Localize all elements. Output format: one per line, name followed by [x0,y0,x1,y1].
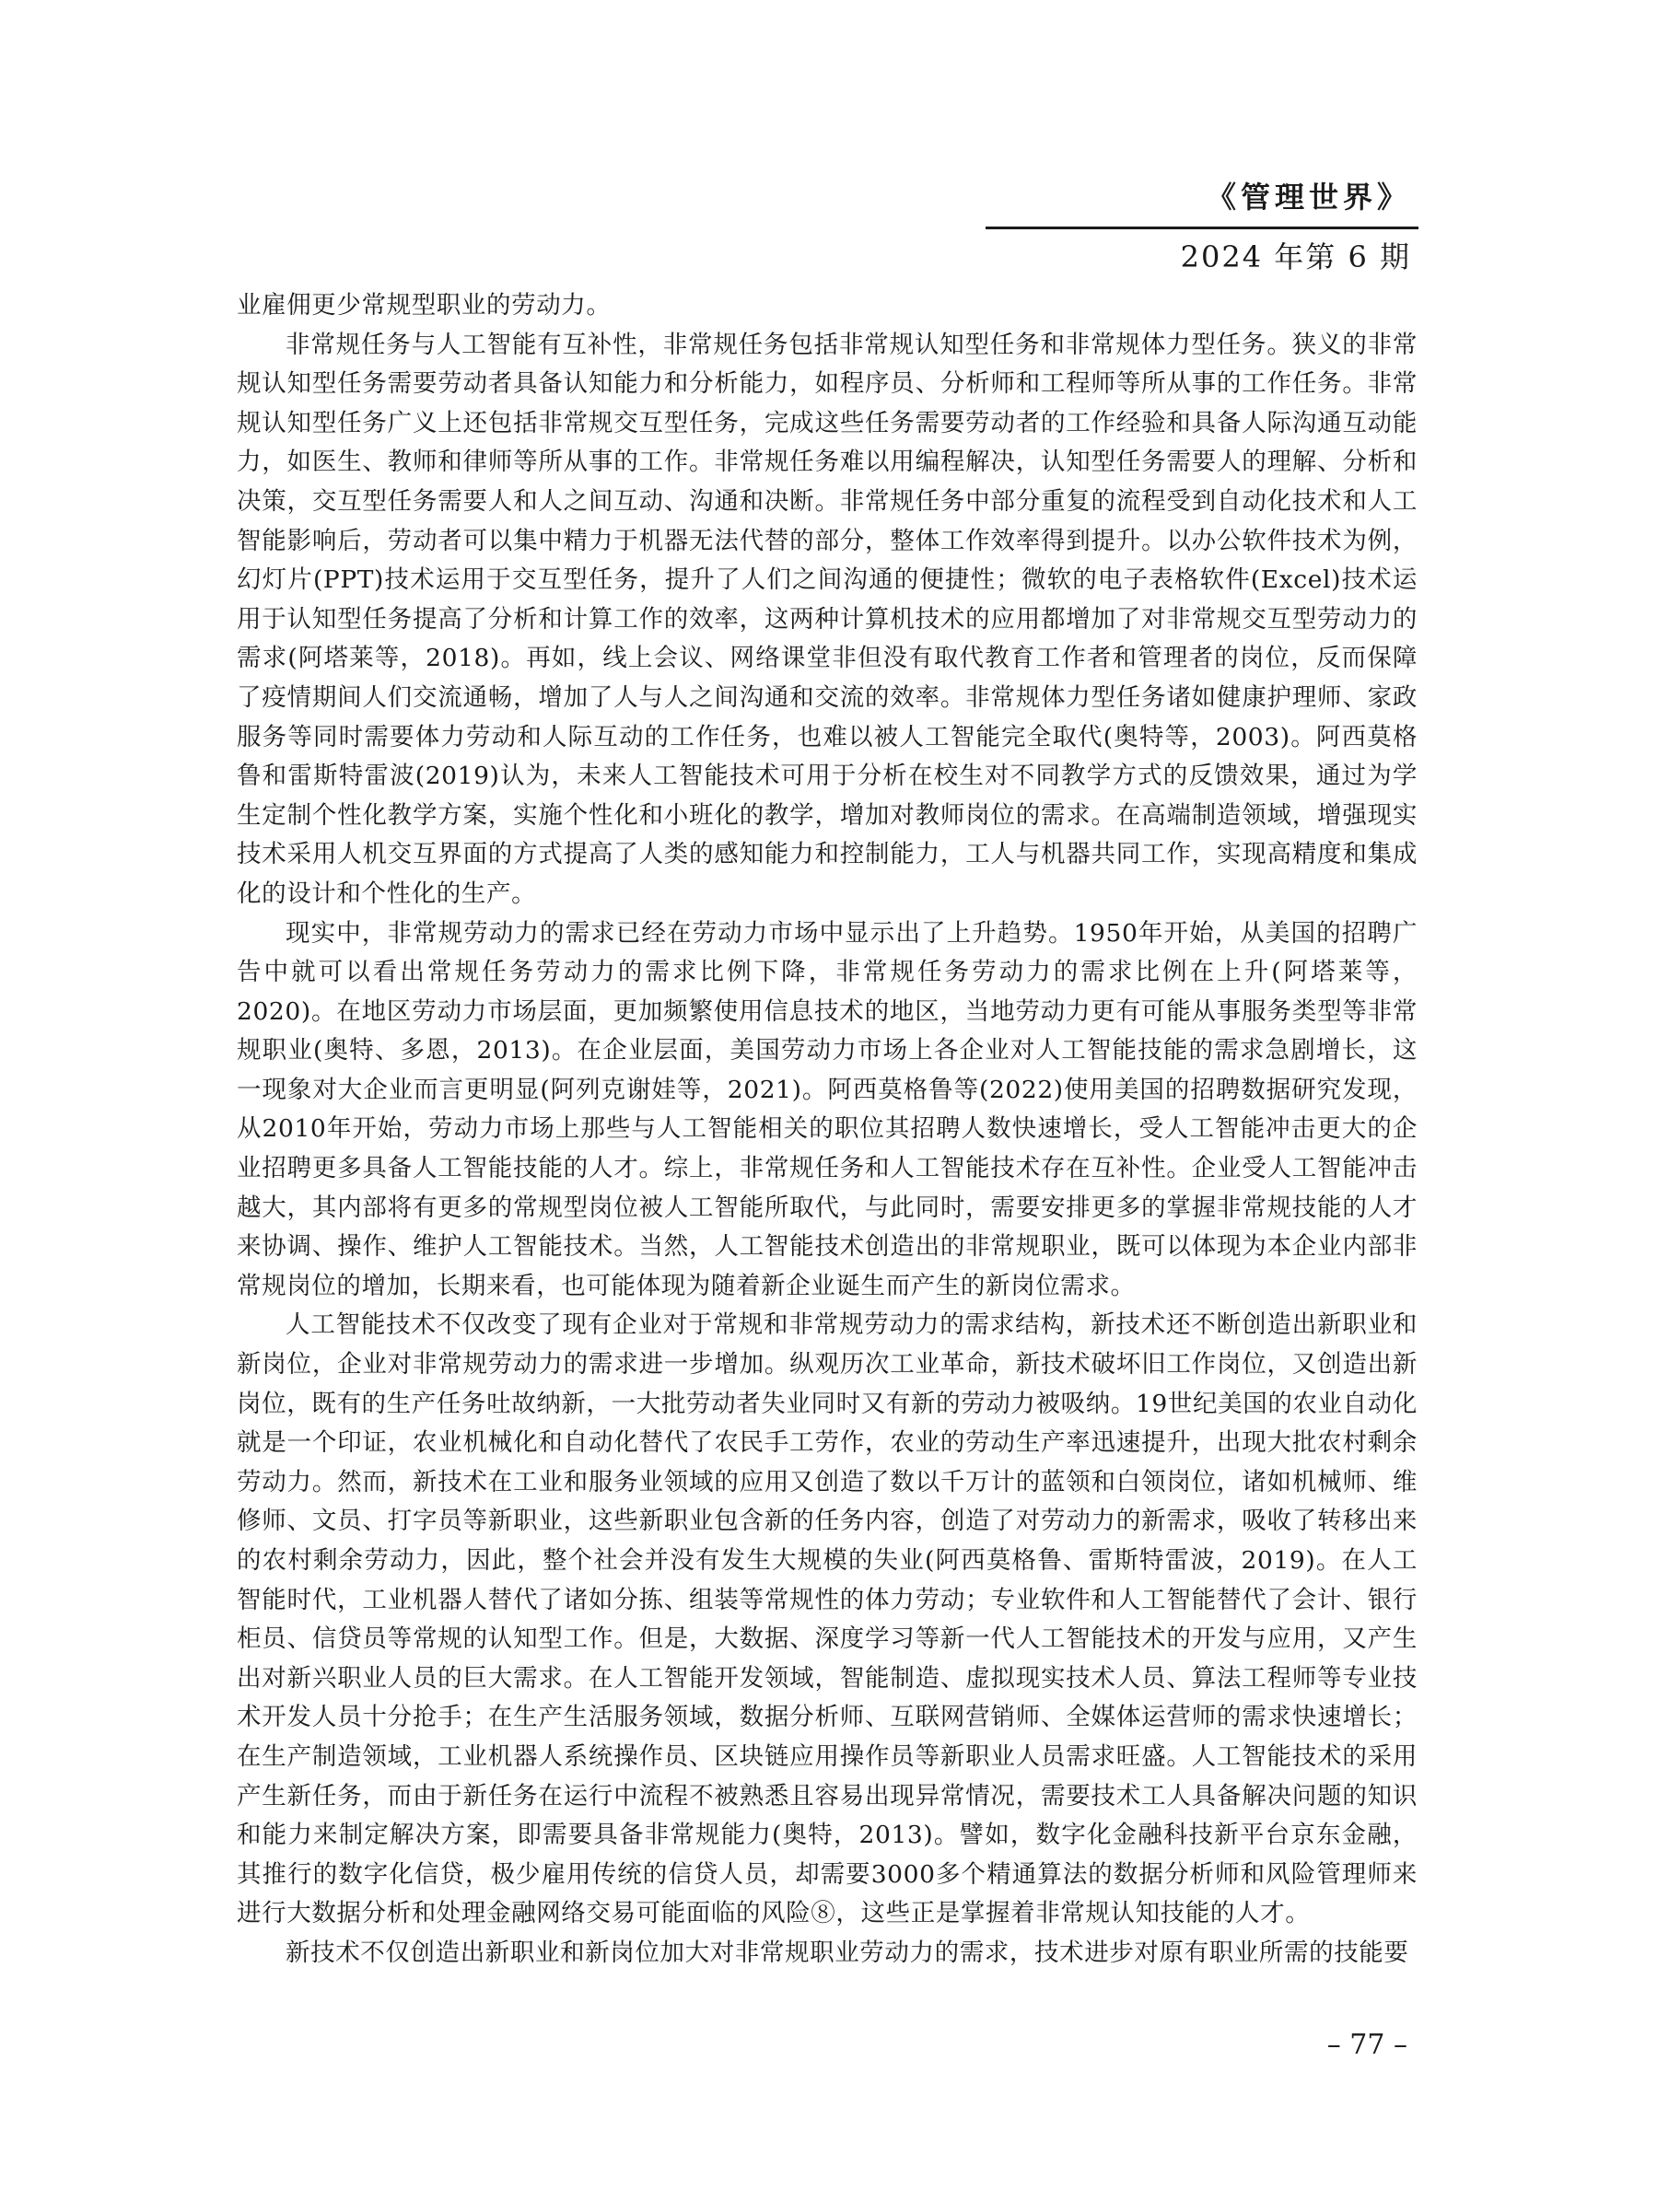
issue-label: 2024 年第 6 期 [1180,239,1411,274]
paragraph: 人工智能技术不仅改变了现有企业对于常规和非常规劳动力的需求结构，新技术还不断创造出新职业和新岗位，企业对非常规劳动力的需求进一步增加。纵观历次工业革命，新技术破坏旧工作岗位，又创造出新岗位，既有的生产任务吐故纳新，一大批劳动者失业同时又有新的劳动力被吸纳。19世纪美国的农业自动化就是一个印证，农业机械化和自动化替代了农民手工劳作，农业的劳动生产率迅速提升，出现大批农村剩余劳动力。然而，新技术在工业和服务业领域的应用又创造了数以千万计的蓝领和白领岗位，诸如机械师、维修师、文员、打字员等新职业，这些新职业包含新的任务内容，创造了对劳动力的新需求，吸收了转移出来的农村剩余劳动力，因此，整个社会并没有发生大规模的失业(阿西莫格鲁、雷斯特雷波，2019)。在人工智能时代，工业机器人替代了诸如分拣、组装等常规性的体力劳动；专业软件和人工智能替代了会计、银行柜员、信贷员等常规的认知型工作。但是，大数据、深度学习等新一代人工智能技术的开发与应用，又产生出对新兴职业人员的巨大需求。在人工智能开发领域，智能制造、虚拟现实技术人员、算法工程师等专业技术开发人员十分抢手；在生产生活服务领域，数据分析师、互联网营销师、全媒体运营师的需求快速增长；在生产制造领域，工业机器人系统操作员、区块链应用操作员等新职业人员需求旺盛。人工智能技术的采用产生新任务，而由于新任务在运行中流程不被熟悉且容易出现异常情况，需要技术工人具备解决问题的知识和能力来制定解决方案，即需要具备非常规能力(奥特，2013)。譬如，数字化金融科技新平台京东金融，其推行的数字化信贷，极少雇用传统的信贷人员，却需要3000多个精通算法的数据分析师和风险管理师来进行大数据分析和处理金融网络交易可能面临的风险⑧，这些正是掌握着非常规认知技能的人才。 [237,1310,1418,1928]
paragraph: 新技术不仅创造出新职业和新岗位加大对非常规职业劳动力的需求，技术进步对原有职业所需的技能要 [286,1938,1409,1967]
paragraph: 非常规任务与人工智能有互补性，非常规任务包括非常规认知型任务和非常规体力型任务。狭义的非常规认知型任务需要劳动者具备认知能力和分析能力，如程序员、分析师和工程师等所从事的工作任务。非常规认知型任务广义上还包括非常规交互型任务，完成这些任务需要劳动者的工作经验和具备人际沟通互动能力，如医生、教师和律师等所从事的工作。非常规任务难以用编程解决，认知型任务需要人的理解、分析和决策，交互型任务需要人和人之间互动、沟通和决断。非常规任务中部分重复的流程受到自动化技术和人工智能影响后，劳动者可以集中精力于机器无法代替的部分，整体工作效率得到提升。以办公软件技术为例，幻灯片(PPT)技术运用于交互型任务，提升了人们之间沟通的便捷性；微软的电子表格软件(Excel)技术运用于认知型任务提高了分析和计算工作的效率，这两种计算机技术的应用都增加了对非常规交互型劳动力的需求(阿塔莱等，2018)。再如，线上会议、网络课堂非但没有取代教育工作者和管理者的岗位，反而保障了疫情期间人们交流通畅，增加了人与人之间沟通和交流的效率。非常规体力型任务诸如健康护理师、家政服务等同时需要体力劳动和人际互动的工作任务，也难以被人工智能完全取代(奥特等，2003)。阿西莫格鲁和雷斯特雷波(2019)认为，未来人工智能技术可用于分析在校生对不同教学方式的反馈效果，通过为学生定制个性化教学方案，实施个性化和小班化的教学，增加对教师岗位的需求。在高端制造领域，增强现实技术采用人机交互界面的方式提高了人类的感知能力和控制能力，工人与机器共同工作，实现高精度和集成化的设计和个性化的生产。 [237,330,1418,908]
article-body [237,286,1418,1973]
page-number: – 77 – [1326,2029,1407,2061]
paragraph-continued: 业雇佣更少常规型职业的劳动力。 [237,291,612,320]
header-rule [986,227,1418,229]
paragraph: 现实中，非常规劳动力的需求已经在劳动力市场中显示出了上升趋势。1950年开始，从美国的招聘广告中就可以看出常规任务劳动力的需求比例下降，非常规任务劳动力的需求比例在上升(阿塔莱等，2020)。在地区劳动力市场层面，更加频繁使用信息技术的地区，当地劳动力更有可能从事服务类型等非常规职业(奥特、多恩，2013)。在企业层面，美国劳动力市场上各企业对人工智能技能的需求急剧增长，这一现象对大企业而言更明显(阿列克谢娃等，2021)。阿西莫格鲁等(2022)使用美国的招聘数据研究发现，从2010年开始，劳动力市场上那些与人工智能相关的职位其招聘人数快速增长，受人工智能冲击更大的企业招聘更多具备人工智能技能的人才。综上，非常规任务和人工智能技术存在互补性。企业受人工智能冲击越大，其内部将有更多的常规型岗位被人工智能所取代，与此同时，需要安排更多的掌握非常规技能的人才来协调、操作、维护人工智能技术。当然，人工智能技术创造出的非常规职业，既可以体现为本企业内部非常规岗位的增加，长期来看，也可能体现为随着新企业诞生而产生的新岗位需求。 [237,918,1418,1300]
running-header [986,177,1418,277]
journal-title: 《管理世界》 [1206,180,1411,215]
